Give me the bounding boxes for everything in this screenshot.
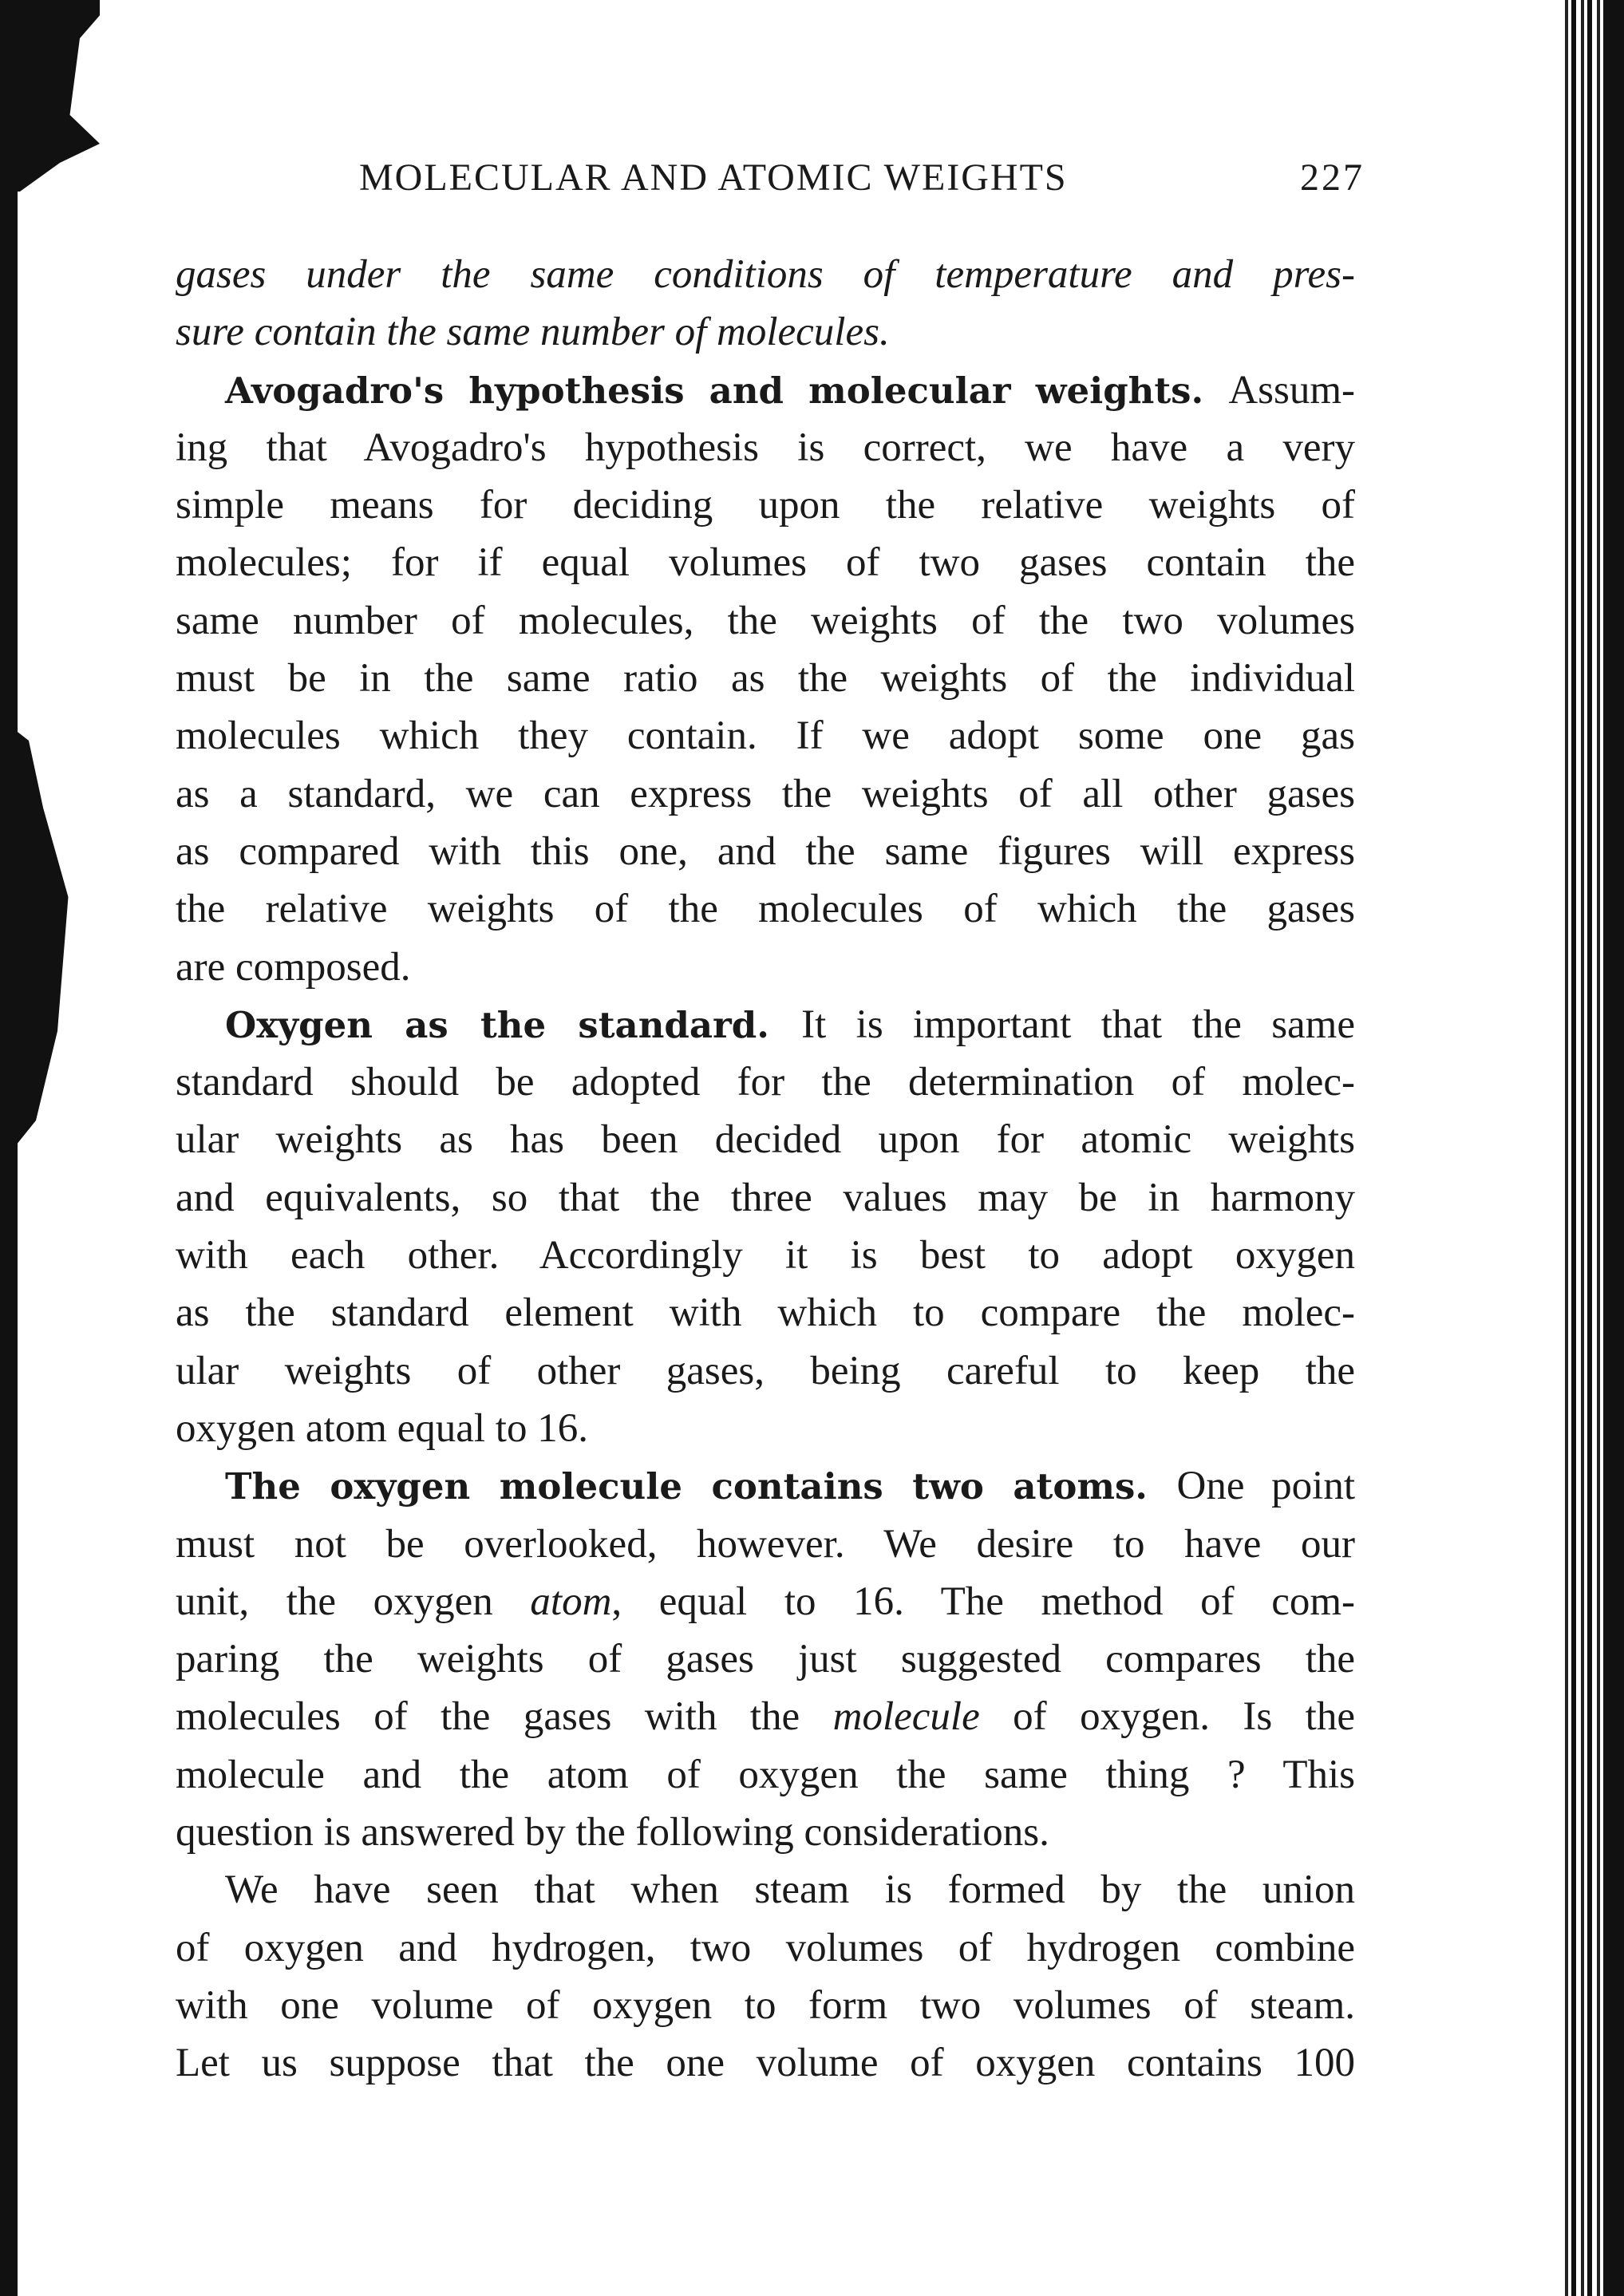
text-line (176, 246, 1355, 303)
text-line (176, 303, 1355, 361)
text-line (176, 707, 1355, 765)
text-line (176, 1861, 1355, 1919)
body-text: unit, the oxygen (176, 1579, 531, 1624)
text-line (176, 592, 1355, 650)
page-number: 227 (1300, 156, 1365, 199)
section-heading: Oxygen as the standard. (225, 1003, 802, 1046)
body-text: One point (1176, 1464, 1355, 1509)
body-text: Assum- (1228, 367, 1355, 413)
text-line (176, 1746, 1355, 1804)
italic-text: sure contain the same number of molecules. (176, 310, 890, 355)
body-text: molecules of the gases with the (176, 1694, 833, 1740)
body-text: oxygen atom equal to 16. (176, 1405, 588, 1451)
body-text: It is important that the same (801, 1002, 1355, 1047)
body-text: paring the weights of gases just suggested compares the (176, 1637, 1355, 1682)
text-line (176, 1169, 1355, 1227)
body-text: simple means for deciding upon the relative weights of (176, 483, 1355, 528)
body-text: with one volume of oxygen to form two volumes of steam. (176, 1982, 1355, 2028)
section-heading: The oxygen molecule contains two atoms. (225, 1465, 1177, 1508)
page-body-text (176, 246, 1355, 2092)
text-line (176, 1400, 1355, 1457)
body-text: , equal to 16. The method of com- (611, 1579, 1355, 1624)
text-line (176, 1053, 1355, 1111)
body-text: molecules; for if equal volumes of two gases contain the (176, 540, 1355, 586)
text-line (176, 765, 1355, 823)
text-line (176, 939, 1355, 996)
body-text: as a standard, we can express the weights of all other gases (176, 771, 1355, 816)
body-text: same number of molecules, the weights of the two volumes (176, 598, 1355, 643)
text-line (176, 1284, 1355, 1342)
body-text: molecule and the atom of oxygen the same thing ? This (176, 1752, 1355, 1797)
body-text: must not be overlooked, however. We desire to have our (176, 1521, 1355, 1567)
body-text: are composed. (176, 944, 411, 990)
text-line (176, 1804, 1355, 1861)
section-heading: Avogadro's hypothesis and molecular weights. (225, 369, 1229, 412)
text-line (176, 823, 1355, 880)
body-text: must be in the same ratio as the weights of the individual (176, 656, 1355, 701)
text-line (176, 476, 1355, 534)
text-line (176, 1457, 1355, 1515)
body-text: and equivalents, so that the three values may be in harmony (176, 1175, 1355, 1220)
body-text: the relative weights of the molecules of which the gases (176, 887, 1355, 932)
text-line (176, 534, 1355, 591)
body-text: Let us suppose that the one volume of oxygen contains 100 (176, 2041, 1355, 2086)
body-text: molecules which they contain. If we adopt some one gas (176, 713, 1355, 759)
body-text: with each other. Accordingly it is best to adopt oxygen (176, 1233, 1355, 1278)
italic-text: atom (530, 1579, 612, 1624)
scan-shadow-mid-left (0, 718, 72, 1165)
text-line (176, 1688, 1355, 1745)
text-line (176, 1630, 1355, 1688)
body-text: ing that Avogadro's hypothesis is correct, we have a very (176, 425, 1355, 470)
text-line (176, 1977, 1355, 2034)
scan-edge-right (1560, 0, 1624, 2296)
body-text: ular weights as has been decided upon for atomic weights (176, 1117, 1355, 1163)
body-text: ular weights of other gases, being careful to keep the (176, 1348, 1355, 1393)
text-line (176, 1111, 1355, 1168)
text-line (176, 1227, 1355, 1284)
text-line (176, 650, 1355, 707)
text-line (176, 880, 1355, 938)
text-line (176, 1919, 1355, 1977)
body-text: of oxygen and hydrogen, two volumes of hydrogen combine (176, 1925, 1355, 1970)
body-text: question is answered by the following considerations. (176, 1810, 1049, 1855)
body-text: as compared with this one, and the same figures will express (176, 828, 1355, 874)
body-text: We have seen that when steam is formed by the union (225, 1867, 1355, 1913)
text-line (176, 362, 1355, 419)
italic-text: gases under the same conditions of temperature and pres- (176, 252, 1355, 297)
body-text: standard should be adopted for the determination of molec- (176, 1060, 1355, 1105)
italic-text: molecule (832, 1694, 980, 1740)
body-text: of oxygen. Is the (979, 1694, 1355, 1740)
text-line (176, 1342, 1355, 1400)
scan-shadow-top-left (0, 0, 100, 192)
body-text: as the standard element with which to compare the molec- (176, 1290, 1355, 1336)
text-line (176, 1573, 1355, 1630)
text-line (176, 1516, 1355, 1573)
text-line (176, 996, 1355, 1053)
text-line (176, 2034, 1355, 2092)
running-title: MOLECULAR AND ATOMIC WEIGHTS (359, 156, 1068, 199)
text-line (176, 419, 1355, 476)
